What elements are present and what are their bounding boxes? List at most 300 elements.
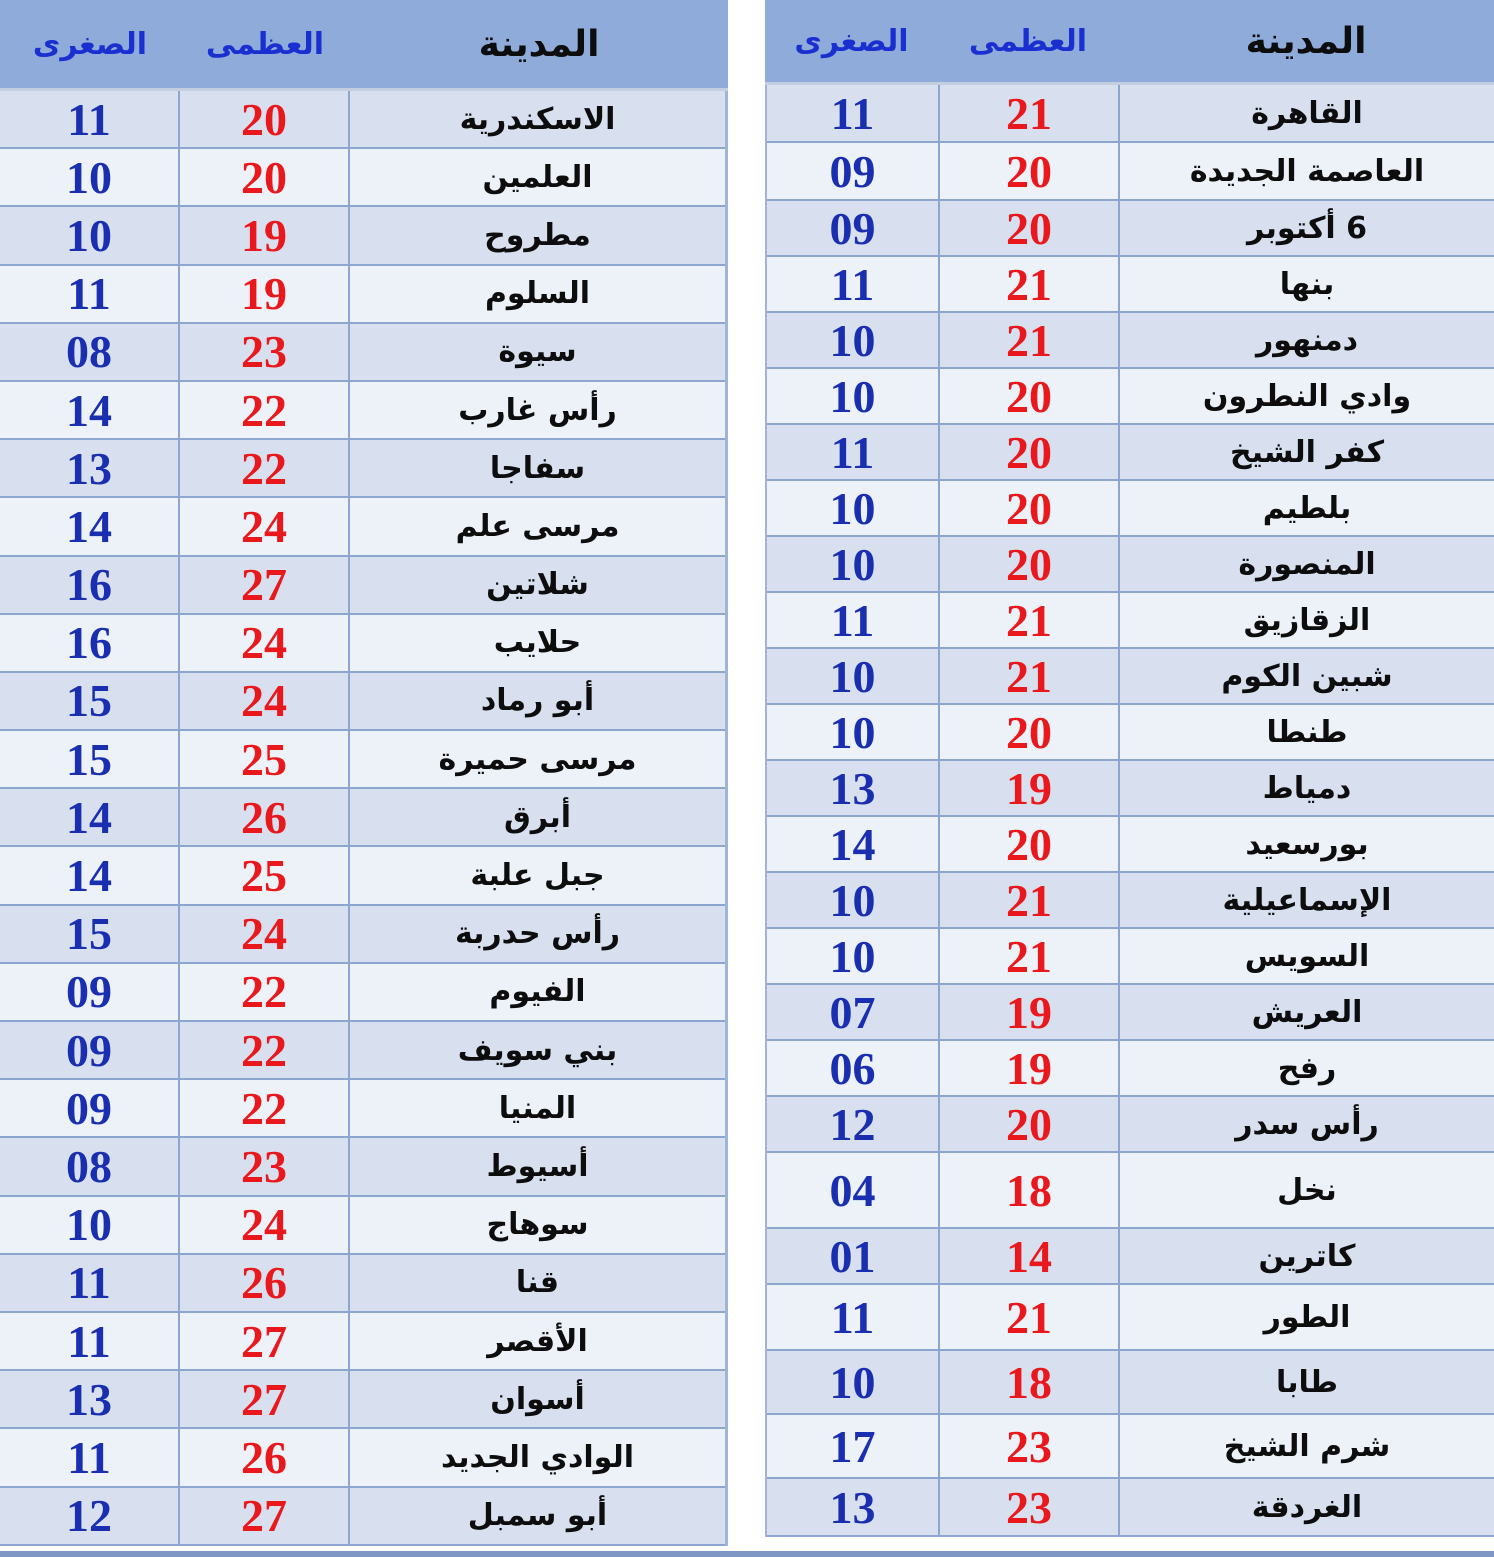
max-temperature-cell xyxy=(940,1415,1120,1477)
max-temperature-cell xyxy=(180,964,350,1020)
city-name-cell xyxy=(350,1197,725,1253)
city-name: سوهاج xyxy=(486,1207,589,1243)
min-temperature-cell xyxy=(0,207,180,263)
max-temperature: 27 xyxy=(241,1373,287,1425)
city-name-cell xyxy=(350,789,725,845)
min-temperature: 15 xyxy=(66,908,112,960)
max-temperature-cell xyxy=(180,440,350,496)
table-row xyxy=(767,817,1494,873)
min-temperature-cell xyxy=(767,143,940,199)
table-row xyxy=(767,705,1494,761)
min-temperature-cell xyxy=(767,1351,940,1413)
min-temperature-cell xyxy=(767,257,940,311)
table-row xyxy=(0,324,725,382)
min-temperature-cell xyxy=(767,649,940,703)
table-row xyxy=(0,266,725,324)
city-name: كفر الشيخ xyxy=(1229,434,1385,470)
max-temperature: 21 xyxy=(1006,1291,1052,1343)
min-temperature-cell xyxy=(767,1041,940,1095)
table-row xyxy=(767,425,1494,481)
table-row xyxy=(767,1097,1494,1153)
max-temperature: 20 xyxy=(1006,145,1052,197)
city-name-cell xyxy=(350,91,725,147)
table-row xyxy=(0,440,725,498)
city-name-cell xyxy=(350,1022,725,1078)
min-temperature-cell xyxy=(0,1255,180,1311)
max-temperature-cell xyxy=(940,1041,1120,1095)
min-temperature: 11 xyxy=(67,268,111,320)
max-temperature-cell xyxy=(180,1197,350,1253)
max-temperature: 20 xyxy=(1006,538,1052,590)
city-name: المنصورة xyxy=(1238,546,1376,582)
max-temperature-cell xyxy=(180,149,350,205)
min-temperature-cell xyxy=(0,1429,180,1485)
min-temperature: 11 xyxy=(830,1291,875,1343)
city-name: أسيوط xyxy=(486,1148,589,1184)
city-name-cell xyxy=(350,207,725,263)
max-temperature: 22 xyxy=(241,1024,287,1076)
city-name: شبين الكوم xyxy=(1221,658,1393,694)
city-column-header: المدينة xyxy=(1245,20,1367,62)
min-temperature-cell xyxy=(0,1138,180,1194)
right-temperature-table xyxy=(765,0,1494,1537)
min-temperature-cell xyxy=(0,789,180,845)
table-row xyxy=(0,1138,725,1196)
city-name: نخل xyxy=(1277,1172,1337,1208)
table-row xyxy=(0,731,725,789)
min-temperature-cell xyxy=(767,817,940,871)
max-temperature-cell xyxy=(180,1488,350,1544)
min-temperature-cell xyxy=(767,313,940,367)
min-temperature: 16 xyxy=(66,559,112,611)
left-table-body xyxy=(0,91,728,1546)
min-temperature: 10 xyxy=(829,482,876,534)
city-name: جبل علبة xyxy=(470,858,605,894)
city-name: الطور xyxy=(1263,1299,1351,1335)
city-name: الفيوم xyxy=(489,974,586,1010)
city-name-cell xyxy=(1120,143,1494,199)
min-temperature: 11 xyxy=(67,1431,111,1483)
table-row xyxy=(0,1022,725,1080)
min-temperature-cell xyxy=(767,1285,940,1349)
min-temperature: 11 xyxy=(830,594,875,646)
city-name: أسوان xyxy=(490,1381,585,1417)
city-name-cell xyxy=(1120,761,1494,815)
max-temperature-cell xyxy=(940,1153,1120,1227)
min-temperature: 13 xyxy=(66,442,112,494)
min-temperature-cell xyxy=(0,731,180,787)
min-temperature-cell xyxy=(767,985,940,1039)
min-temperature: 11 xyxy=(67,1257,111,1309)
max-temperature: 23 xyxy=(241,326,287,378)
max-temperature: 21 xyxy=(1006,258,1052,310)
min-temperature-cell xyxy=(0,91,180,147)
table-row xyxy=(0,1371,725,1429)
city-name-cell xyxy=(350,149,725,205)
min-temperature: 11 xyxy=(830,426,875,478)
min-temperature: 09 xyxy=(66,966,112,1018)
max-temperature: 22 xyxy=(241,384,287,436)
city-name-cell xyxy=(350,1371,725,1427)
min-temperature: 10 xyxy=(829,706,876,758)
max-temperature: 22 xyxy=(241,442,287,494)
city-name: دمياط xyxy=(1262,770,1352,806)
table-row xyxy=(767,593,1494,649)
city-name-cell xyxy=(1120,1479,1494,1535)
max-temperature-cell xyxy=(180,207,350,263)
city-name-cell xyxy=(1120,817,1494,871)
max-temperature-cell xyxy=(940,761,1120,815)
table-row xyxy=(0,557,725,615)
min-temperature: 10 xyxy=(66,1199,112,1251)
max-temperature: 19 xyxy=(1006,986,1052,1038)
city-name-cell xyxy=(350,1313,725,1369)
city-name-cell xyxy=(350,1429,725,1485)
right-table-body xyxy=(765,85,1494,1537)
city-name: مرسى حميرة xyxy=(438,741,637,777)
city-name: الاسكندرية xyxy=(459,101,616,137)
city-name-cell xyxy=(1120,313,1494,367)
max-temperature-cell xyxy=(180,1429,350,1485)
max-temperature-cell xyxy=(940,873,1120,927)
city-name: القاهرة xyxy=(1251,95,1363,131)
min-temperature: 09 xyxy=(829,145,876,197)
min-temperature: 10 xyxy=(829,370,876,422)
city-name: رأس حدربة xyxy=(454,916,621,952)
max-temperature: 24 xyxy=(241,617,287,669)
city-name-cell xyxy=(350,1080,725,1136)
min-temperature: 09 xyxy=(66,1024,112,1076)
city-name-cell xyxy=(1120,369,1494,423)
max-column-header: العظمى xyxy=(205,26,325,62)
city-name: طنطا xyxy=(1266,714,1348,750)
city-name: الأقصر xyxy=(487,1323,588,1359)
max-temperature: 19 xyxy=(1006,1042,1052,1094)
table-row xyxy=(767,1285,1494,1351)
city-name: بني سويف xyxy=(457,1032,618,1068)
min-temperature-cell xyxy=(767,705,940,759)
min-temperature: 13 xyxy=(829,762,876,814)
min-temperature-cell xyxy=(767,1153,940,1227)
max-temperature: 21 xyxy=(1006,87,1052,139)
city-name-cell xyxy=(1120,1153,1494,1227)
table-row xyxy=(767,929,1494,985)
min-temperature: 14 xyxy=(829,818,876,870)
max-temperature: 21 xyxy=(1006,874,1052,926)
bottom-border xyxy=(0,1551,1494,1557)
max-temperature-cell xyxy=(940,1097,1120,1151)
city-name-cell xyxy=(350,266,725,322)
max-temperature: 27 xyxy=(241,559,287,611)
city-name-cell xyxy=(1120,257,1494,311)
max-temperature: 25 xyxy=(241,850,287,902)
min-temperature-cell xyxy=(0,557,180,613)
right-table-header xyxy=(765,0,1494,85)
min-temperature-cell xyxy=(0,615,180,671)
city-name-cell xyxy=(1120,929,1494,983)
city-name-cell xyxy=(350,731,725,787)
min-temperature-cell xyxy=(767,1479,940,1535)
city-name: حلايب xyxy=(493,625,582,661)
max-temperature-cell xyxy=(940,1351,1120,1413)
min-temperature-cell xyxy=(0,1197,180,1253)
max-temperature: 23 xyxy=(1006,1420,1052,1472)
min-temperature: 13 xyxy=(66,1373,112,1425)
city-name: الزقازيق xyxy=(1243,602,1371,638)
max-temperature-cell xyxy=(180,1022,350,1078)
min-temperature: 09 xyxy=(829,202,876,254)
max-temperature-cell xyxy=(180,382,350,438)
max-temperature-cell xyxy=(940,481,1120,535)
max-temperature: 21 xyxy=(1006,930,1052,982)
max-temperature: 19 xyxy=(241,209,287,261)
min-temperature: 08 xyxy=(66,326,112,378)
max-temperature-cell xyxy=(180,1255,350,1311)
min-temperature: 11 xyxy=(830,87,875,139)
min-column-header: الصغرى xyxy=(32,26,148,62)
max-temperature-cell xyxy=(940,1229,1120,1283)
max-temperature-cell xyxy=(940,313,1120,367)
city-name-cell xyxy=(1120,873,1494,927)
min-temperature-cell xyxy=(767,85,940,141)
min-temperature: 13 xyxy=(829,1481,876,1533)
min-temperature: 10 xyxy=(829,874,876,926)
city-name: رأس غارب xyxy=(458,392,617,428)
city-name: الإسماعيلية xyxy=(1222,882,1392,918)
table-row xyxy=(0,1429,725,1487)
max-temperature-cell xyxy=(940,1479,1120,1535)
max-temperature: 24 xyxy=(241,1199,287,1251)
min-temperature-cell xyxy=(0,847,180,903)
max-temperature: 20 xyxy=(241,151,287,203)
city-name-cell xyxy=(1120,1351,1494,1413)
city-name-cell xyxy=(350,1138,725,1194)
table-row xyxy=(0,1255,725,1313)
table-row xyxy=(0,615,725,673)
min-temperature-cell xyxy=(767,593,940,647)
table-row xyxy=(0,964,725,1022)
min-temperature-cell xyxy=(0,498,180,554)
min-temperature-cell xyxy=(0,1488,180,1544)
city-name-cell xyxy=(1120,649,1494,703)
max-temperature-cell xyxy=(180,1313,350,1369)
city-name: شلاتين xyxy=(486,567,589,603)
min-temperature-cell xyxy=(0,266,180,322)
min-temperature: 15 xyxy=(66,733,112,785)
table-row xyxy=(0,498,725,556)
min-temperature-cell xyxy=(767,201,940,255)
table-row xyxy=(0,673,725,731)
min-temperature: 11 xyxy=(67,1315,111,1367)
city-name: أبو سمبل xyxy=(467,1498,608,1534)
min-temperature-cell xyxy=(767,369,940,423)
min-temperature-cell xyxy=(767,481,940,535)
table-row xyxy=(0,382,725,440)
min-temperature-cell xyxy=(767,537,940,591)
table-row xyxy=(767,1153,1494,1229)
city-name: سيوة xyxy=(498,334,577,370)
max-temperature-cell xyxy=(940,1285,1120,1349)
city-name: دمنهور xyxy=(1255,322,1359,358)
max-temperature-cell xyxy=(940,593,1120,647)
min-temperature: 11 xyxy=(67,93,111,145)
table-row xyxy=(767,143,1494,201)
city-name: السلوم xyxy=(484,276,591,312)
city-name-cell xyxy=(1120,481,1494,535)
min-temperature: 10 xyxy=(66,151,112,203)
city-name-cell xyxy=(1120,1041,1494,1095)
table-row xyxy=(0,149,725,207)
table-row xyxy=(767,85,1494,143)
max-temperature-cell xyxy=(940,257,1120,311)
city-name-cell xyxy=(1120,85,1494,141)
max-temperature: 27 xyxy=(241,1490,287,1542)
city-name: المنيا xyxy=(498,1090,577,1126)
max-temperature: 19 xyxy=(241,268,287,320)
min-temperature-cell xyxy=(0,1022,180,1078)
min-temperature-cell xyxy=(0,1313,180,1369)
min-temperature: 16 xyxy=(66,617,112,669)
min-temperature: 10 xyxy=(829,1356,876,1408)
min-temperature: 04 xyxy=(829,1164,876,1216)
max-temperature: 25 xyxy=(241,733,287,785)
max-temperature-cell xyxy=(940,143,1120,199)
max-temperature-cell xyxy=(180,673,350,729)
table-row xyxy=(767,1041,1494,1097)
city-name: الغردقة xyxy=(1251,1489,1363,1525)
max-temperature: 27 xyxy=(241,1315,287,1367)
city-name-cell xyxy=(350,673,725,729)
city-name: الوادي الجديد xyxy=(440,1439,635,1475)
table-row xyxy=(0,207,725,265)
left-temperature-table xyxy=(0,0,728,1546)
table-row xyxy=(767,1229,1494,1285)
max-temperature-cell xyxy=(940,85,1120,141)
min-temperature: 06 xyxy=(829,1042,876,1094)
min-temperature: 11 xyxy=(830,258,875,310)
table-row xyxy=(767,1479,1494,1537)
max-temperature: 26 xyxy=(241,1257,287,1309)
min-temperature-cell xyxy=(767,929,940,983)
table-row xyxy=(0,1197,725,1255)
city-name: 6 أكتوبر xyxy=(1246,210,1368,246)
min-temperature: 15 xyxy=(66,675,112,727)
min-temperature-cell xyxy=(767,761,940,815)
city-name-cell xyxy=(1120,1415,1494,1477)
max-temperature: 20 xyxy=(1006,202,1052,254)
max-temperature-cell xyxy=(180,731,350,787)
max-temperature: 26 xyxy=(241,1431,287,1483)
table-row xyxy=(767,257,1494,313)
max-temperature: 23 xyxy=(1006,1481,1052,1533)
min-temperature-cell xyxy=(767,1229,940,1283)
min-temperature-cell xyxy=(0,673,180,729)
city-name: أبرق xyxy=(503,799,572,835)
min-temperature: 01 xyxy=(829,1230,876,1282)
table-row xyxy=(767,481,1494,537)
city-name-cell xyxy=(350,382,725,438)
city-name: مرسى علم xyxy=(455,508,620,544)
city-name-cell xyxy=(350,1255,725,1311)
max-temperature: 20 xyxy=(1006,370,1052,422)
min-temperature-cell xyxy=(0,440,180,496)
max-temperature-cell xyxy=(940,425,1120,479)
table-row xyxy=(767,537,1494,593)
max-temperature-cell xyxy=(180,615,350,671)
table-row xyxy=(0,789,725,847)
min-temperature: 10 xyxy=(829,930,876,982)
city-name-cell xyxy=(1120,201,1494,255)
max-temperature: 24 xyxy=(241,908,287,960)
table-row xyxy=(767,985,1494,1041)
city-name-cell xyxy=(1120,985,1494,1039)
min-temperature-cell xyxy=(767,425,940,479)
city-name-cell xyxy=(350,847,725,903)
min-temperature: 09 xyxy=(66,1082,112,1134)
max-temperature: 20 xyxy=(1006,1098,1052,1150)
city-name: شرم الشيخ xyxy=(1223,1428,1391,1464)
min-temperature-cell xyxy=(0,149,180,205)
table-row xyxy=(767,649,1494,705)
table-row xyxy=(767,1351,1494,1415)
city-name-cell xyxy=(350,557,725,613)
max-temperature: 20 xyxy=(1006,426,1052,478)
city-name-cell xyxy=(350,906,725,962)
city-name: كاترين xyxy=(1258,1238,1356,1274)
min-temperature-cell xyxy=(0,382,180,438)
max-temperature-cell xyxy=(180,906,350,962)
city-name: بورسعيد xyxy=(1245,826,1369,862)
min-column-header: الصغرى xyxy=(794,23,909,59)
max-temperature-cell xyxy=(940,817,1120,871)
city-name: السويس xyxy=(1244,938,1370,974)
min-temperature: 14 xyxy=(66,500,112,552)
city-name-cell xyxy=(350,1488,725,1544)
max-temperature-cell xyxy=(180,557,350,613)
max-temperature: 20 xyxy=(1006,482,1052,534)
city-name-cell xyxy=(350,440,725,496)
max-temperature: 18 xyxy=(1006,1356,1052,1408)
city-name-cell xyxy=(1120,1285,1494,1349)
city-name: أبو رماد xyxy=(480,683,595,719)
min-temperature: 08 xyxy=(66,1140,112,1192)
min-temperature-cell xyxy=(0,324,180,380)
city-name: العلمين xyxy=(482,159,593,195)
city-name-cell xyxy=(350,964,725,1020)
min-temperature-cell xyxy=(767,873,940,927)
min-temperature-cell xyxy=(767,1097,940,1151)
max-temperature-cell xyxy=(180,847,350,903)
min-temperature: 10 xyxy=(829,538,876,590)
min-temperature-cell xyxy=(0,906,180,962)
city-name-cell xyxy=(1120,425,1494,479)
max-temperature-cell xyxy=(180,91,350,147)
table-row xyxy=(0,1080,725,1138)
max-temperature: 14 xyxy=(1006,1230,1052,1282)
max-temperature-cell xyxy=(180,324,350,380)
city-name-cell xyxy=(1120,705,1494,759)
min-temperature: 07 xyxy=(829,986,876,1038)
max-temperature: 24 xyxy=(241,500,287,552)
city-column-header: المدينة xyxy=(478,23,600,65)
table-row xyxy=(767,873,1494,929)
city-name-cell xyxy=(1120,537,1494,591)
table-row xyxy=(0,906,725,964)
min-temperature-cell xyxy=(767,1415,940,1477)
table-row xyxy=(0,1313,725,1371)
max-temperature: 21 xyxy=(1006,650,1052,702)
min-temperature: 10 xyxy=(829,314,876,366)
